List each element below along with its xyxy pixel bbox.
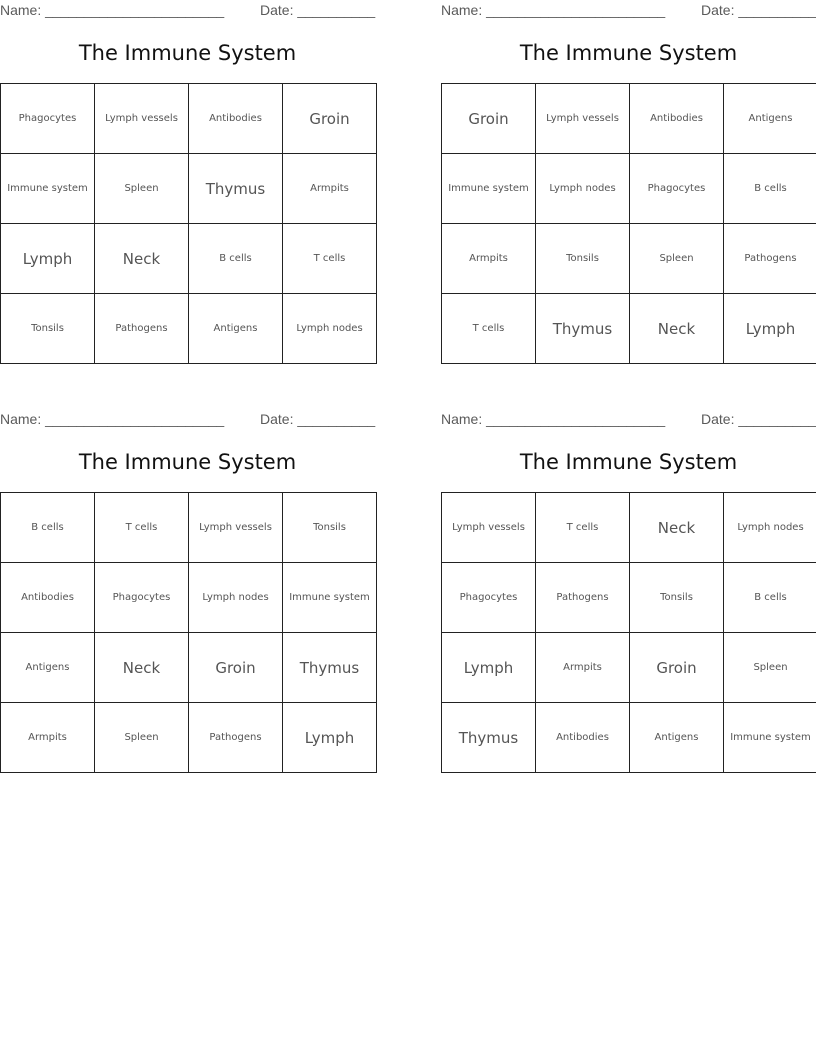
grid-cell: T cells xyxy=(442,294,536,364)
grid-cell: Lymph xyxy=(724,294,816,364)
bingo-grid xyxy=(0,83,377,364)
grid-cell: Phagocytes xyxy=(630,154,724,224)
grid-cell: Tonsils xyxy=(630,563,724,633)
grid-cell: Pathogens xyxy=(189,703,283,773)
grid-cell: Groin xyxy=(283,84,377,154)
grid-cell: Antigens xyxy=(189,294,283,364)
name-field-label: Name: _______________________ xyxy=(441,411,666,427)
grid-cell: Immune system xyxy=(1,154,95,224)
grid-row xyxy=(1,493,377,563)
grid-row xyxy=(442,563,816,633)
grid-cell: Lymph vessels xyxy=(95,84,189,154)
grid-row xyxy=(442,84,816,154)
grid-cell: Antibodies xyxy=(189,84,283,154)
grid-cell: Pathogens xyxy=(724,224,816,294)
grid-row xyxy=(442,633,816,703)
grid-cell: Spleen xyxy=(724,633,816,703)
bingo-card-4 xyxy=(441,409,816,781)
grid-cell: Immune system xyxy=(442,154,536,224)
grid-cell: Immune system xyxy=(283,563,377,633)
grid-row xyxy=(442,224,816,294)
grid-cell: Antibodies xyxy=(536,703,630,773)
grid-row xyxy=(442,294,816,364)
grid-cell: Tonsils xyxy=(1,294,95,364)
bingo-card-1 xyxy=(0,0,376,372)
grid-cell: Spleen xyxy=(95,703,189,773)
grid-row xyxy=(442,493,816,563)
grid-cell: Spleen xyxy=(95,154,189,224)
grid-cell: Neck xyxy=(95,224,189,294)
grid-cell: Thymus xyxy=(189,154,283,224)
card-title: The Immune System xyxy=(519,41,738,65)
grid-cell: B cells xyxy=(724,563,816,633)
grid-cell: Tonsils xyxy=(283,493,377,563)
date-field-label: Date: __________ xyxy=(701,2,816,18)
grid-row xyxy=(1,154,377,224)
grid-cell: Lymph nodes xyxy=(724,493,816,563)
bingo-grid xyxy=(0,492,377,773)
grid-cell: Pathogens xyxy=(95,294,189,364)
grid-cell: Groin xyxy=(442,84,536,154)
grid-row xyxy=(1,294,377,364)
grid-row xyxy=(1,84,377,154)
grid-cell: Groin xyxy=(630,633,724,703)
grid-cell: Neck xyxy=(630,294,724,364)
grid-cell: Thymus xyxy=(283,633,377,703)
grid-cell: Armpits xyxy=(1,703,95,773)
grid-cell: Tonsils xyxy=(536,224,630,294)
grid-cell: Antigens xyxy=(630,703,724,773)
grid-cell: Neck xyxy=(630,493,724,563)
bingo-grid xyxy=(441,492,816,773)
grid-cell: Lymph vessels xyxy=(536,84,630,154)
grid-cell: B cells xyxy=(189,224,283,294)
grid-cell: B cells xyxy=(724,154,816,224)
grid-cell: Antibodies xyxy=(1,563,95,633)
grid-cell: Phagocytes xyxy=(95,563,189,633)
grid-cell: Neck xyxy=(95,633,189,703)
grid-cell: Immune system xyxy=(724,703,816,773)
card-title: The Immune System xyxy=(78,450,297,474)
name-field-label: Name: _______________________ xyxy=(441,2,666,18)
grid-cell: T cells xyxy=(283,224,377,294)
grid-cell: Lymph nodes xyxy=(189,563,283,633)
grid-row xyxy=(442,154,816,224)
bingo-grid xyxy=(441,83,816,364)
grid-cell: Lymph nodes xyxy=(536,154,630,224)
grid-cell: Lymph xyxy=(1,224,95,294)
grid-cell: Lymph xyxy=(442,633,536,703)
grid-cell: Lymph vessels xyxy=(189,493,283,563)
grid-cell: Antibodies xyxy=(630,84,724,154)
date-field-label: Date: __________ xyxy=(701,411,816,427)
grid-row xyxy=(1,703,377,773)
grid-cell: Phagocytes xyxy=(442,563,536,633)
grid-cell: Lymph vessels xyxy=(442,493,536,563)
bingo-card-2 xyxy=(441,0,816,372)
date-field-label: Date: __________ xyxy=(260,2,376,18)
grid-row xyxy=(442,703,816,773)
grid-row xyxy=(1,633,377,703)
grid-row xyxy=(1,563,377,633)
grid-cell: Antigens xyxy=(1,633,95,703)
grid-cell: Thymus xyxy=(442,703,536,773)
grid-cell: Armpits xyxy=(283,154,377,224)
grid-cell: Phagocytes xyxy=(1,84,95,154)
name-field-label: Name: _______________________ xyxy=(0,2,225,18)
grid-cell: Groin xyxy=(189,633,283,703)
grid-row xyxy=(1,224,377,294)
grid-cell: T cells xyxy=(536,493,630,563)
date-field-label: Date: __________ xyxy=(260,411,376,427)
grid-cell: Armpits xyxy=(442,224,536,294)
grid-cell: Antigens xyxy=(724,84,816,154)
card-title: The Immune System xyxy=(78,41,297,65)
name-field-label: Name: _______________________ xyxy=(0,411,225,427)
card-title: The Immune System xyxy=(519,450,738,474)
grid-cell: Spleen xyxy=(630,224,724,294)
grid-cell: Lymph xyxy=(283,703,377,773)
grid-cell: Armpits xyxy=(536,633,630,703)
grid-cell: T cells xyxy=(95,493,189,563)
grid-cell: Lymph nodes xyxy=(283,294,377,364)
grid-cell: Pathogens xyxy=(536,563,630,633)
bingo-card-3 xyxy=(0,409,376,781)
grid-cell: Thymus xyxy=(536,294,630,364)
grid-cell: B cells xyxy=(1,493,95,563)
